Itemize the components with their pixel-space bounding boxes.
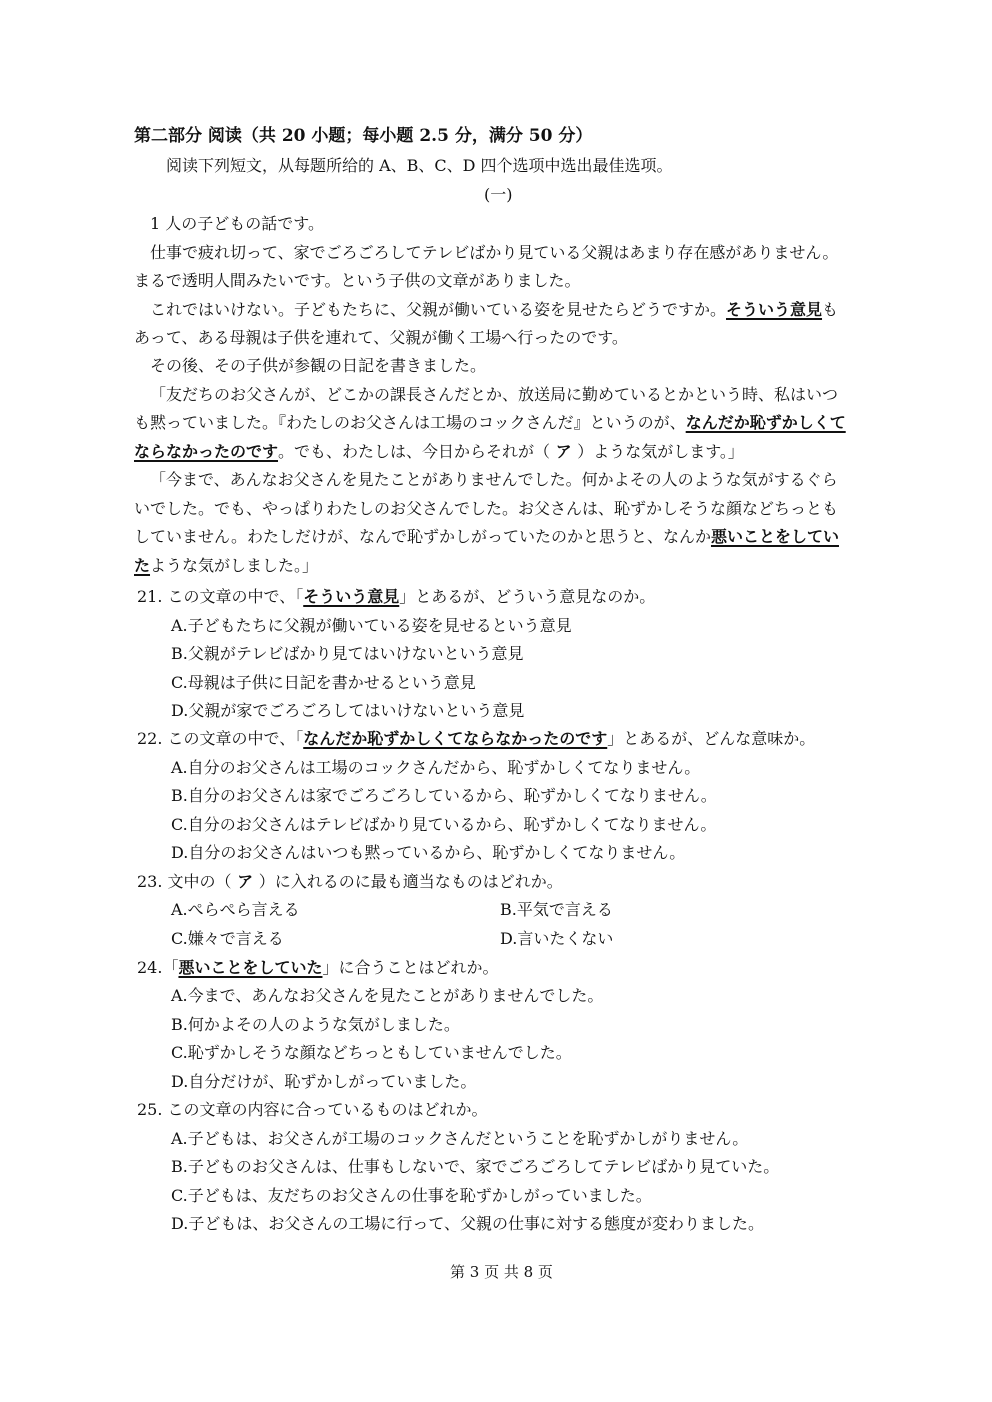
passage-line: その後、その子供が参観の日記を書きました。	[150, 356, 487, 375]
option-a: A.子どもは、お父さんが工場のコックさんだということを恥ずかしがりません。	[171, 1129, 749, 1148]
passage-text: していません。わたしだけが、なんで恥ずかしがっていたのかと思うと、なんか	[134, 527, 711, 546]
passage-line	[150, 300, 838, 320]
option-c: C.恥ずかしそうな顔などちっともしていませんでした。	[171, 1043, 572, 1062]
passage-line: 1 人の子どもの話です。	[150, 214, 324, 233]
option-d: D.父親が家でごろごろしてはいけないという意見	[171, 701, 525, 720]
underlined-phrase-warui-koto-end: た	[134, 556, 151, 575]
stem-text: 」とあるが、どんな意味か。	[607, 729, 816, 748]
question-stem	[137, 872, 563, 892]
option-b: B.平気で言える	[500, 900, 613, 919]
passage-line	[134, 413, 846, 433]
option-c: C.自分のお父さんはテレビばかり見ているから、恥ずかしくてなりません。	[171, 815, 717, 834]
question-stem	[137, 958, 498, 978]
option-d: D.自分のお父さんはいつも黙っているから、恥ずかしくてなりません。	[171, 843, 686, 862]
option-c: C.母親は子供に日記を書かせるという意見	[171, 673, 476, 692]
underlined-phrase-sou-iu-iken: そういう意見	[726, 300, 823, 319]
option-d: D.言いたくない	[500, 929, 614, 948]
quoted-phrase: そういう意見	[303, 587, 400, 606]
option-a: A.今まで、あんなお父さんを見たことがありませんでした。	[171, 986, 604, 1005]
passage-line: 「今まで、あんなお父さんを見たことがありませんでした。何かよその人のような気がするぐら	[150, 470, 838, 489]
blank-a: ア	[231, 872, 259, 891]
passage-number: (一)	[484, 185, 513, 204]
option-a: A.自分のお父さんは工場のコックさんだから、恥ずかしくてなりません。	[171, 758, 701, 777]
underlined-phrase-naranakatta: ならなかったのです	[134, 442, 279, 461]
option-d: D.子どもは、お父さんの工場に行って、父親の仕事に対する態度が変わりました。	[171, 1214, 765, 1233]
passage-text: これではいけない。子どもたちに、父親が働いている姿を見せたらどうですか。	[150, 300, 727, 319]
stem-text: ）に入れるのに最も適当なものはどれか。	[258, 872, 563, 891]
section-title: 第二部分 阅读（共 20 小题；每小题 2.5 分，满分 50 分）	[134, 126, 593, 146]
underlined-phrase-warui-koto: 悪いことをしてい	[710, 527, 839, 546]
option-b: B.子どものお父さんは、仕事もしないで、家でごろごろしてテレビばかり見ていた。	[171, 1157, 780, 1176]
option-c: C.子どもは、友だちのお父さんの仕事を恥ずかしがっていました。	[171, 1186, 652, 1205]
passage-line: あって、ある母親は子供を連れて、父親が働く工場へ行ったのです。	[134, 328, 628, 347]
option-c: C.嫌々で言える	[171, 929, 284, 948]
option-d: D.自分だけが、恥ずかしがっていました。	[171, 1072, 477, 1091]
underlined-phrase-hazukashikute: なんだか恥ずかしくて	[685, 413, 846, 432]
option-b: B.何かよその人のような気がしました。	[171, 1015, 460, 1034]
passage-line: いでした。でも、やっぱりわたしのお父さんでした。お父さんは、恥ずかしそうな顔などちっとも	[134, 499, 839, 518]
passage-text: も	[822, 300, 839, 319]
passage-text: も黙っていました。『わたしのお父さんは工場のコックさんだ』というのが、	[134, 413, 686, 432]
quoted-phrase: なんだか恥ずかしくてならなかったのです	[303, 729, 608, 748]
stem-text: 」に合うことはどれか。	[322, 958, 499, 977]
passage-text: ような気がしました。」	[150, 556, 319, 575]
option-a: A.ぺらぺら言える	[171, 900, 300, 919]
passage-line: まるで透明人間みたいです。という子供の文章がありました。	[134, 271, 581, 290]
page-number: 第 3 页 共 8 页	[450, 1263, 553, 1281]
stem-text: 22. この文章の中で、「	[137, 729, 304, 748]
stem-text: 24.「	[137, 958, 179, 977]
option-b: B.父親がテレビばかり見てはいけないという意見	[171, 644, 524, 663]
option-a: A.子どもたちに父親が働いている姿を見せるという意見	[171, 616, 572, 635]
question-stem: 25. この文章の内容に合っているものはどれか。	[137, 1100, 488, 1119]
stem-text: 21. この文章の中で、「	[137, 587, 304, 606]
passage-line: 「友だちのお父さんが、どこかの課長さんだとか、放送局に勤めているとかという時、私はいつ	[150, 385, 839, 404]
blank-a: ア	[550, 442, 578, 461]
stem-text: 」とあるが、どういう意見なのか。	[399, 587, 656, 606]
passage-line	[134, 556, 318, 576]
passage-line	[134, 527, 839, 547]
question-stem	[137, 587, 655, 607]
passage-line: 仕事で疲れ切って、家でごろごろしてテレビばかり見ている父親はあまり存在感がありません。	[150, 243, 839, 262]
passage-text: 。でも、わたしは、今日からそれが（	[278, 442, 551, 461]
section-instruction: 阅读下列短文，从每题所给的 A、B、C、D 四个选项中选出最佳选项。	[166, 156, 673, 175]
question-stem	[137, 729, 815, 749]
passage-text: ）ような気がします。」	[577, 442, 744, 461]
stem-text: 23. 文中の（	[137, 872, 232, 891]
passage-line	[134, 442, 744, 462]
quoted-phrase: 悪いことをしていた	[178, 958, 323, 977]
option-b: B.自分のお父さんは家でごろごろしているから、恥ずかしくてなりません。	[171, 786, 717, 805]
